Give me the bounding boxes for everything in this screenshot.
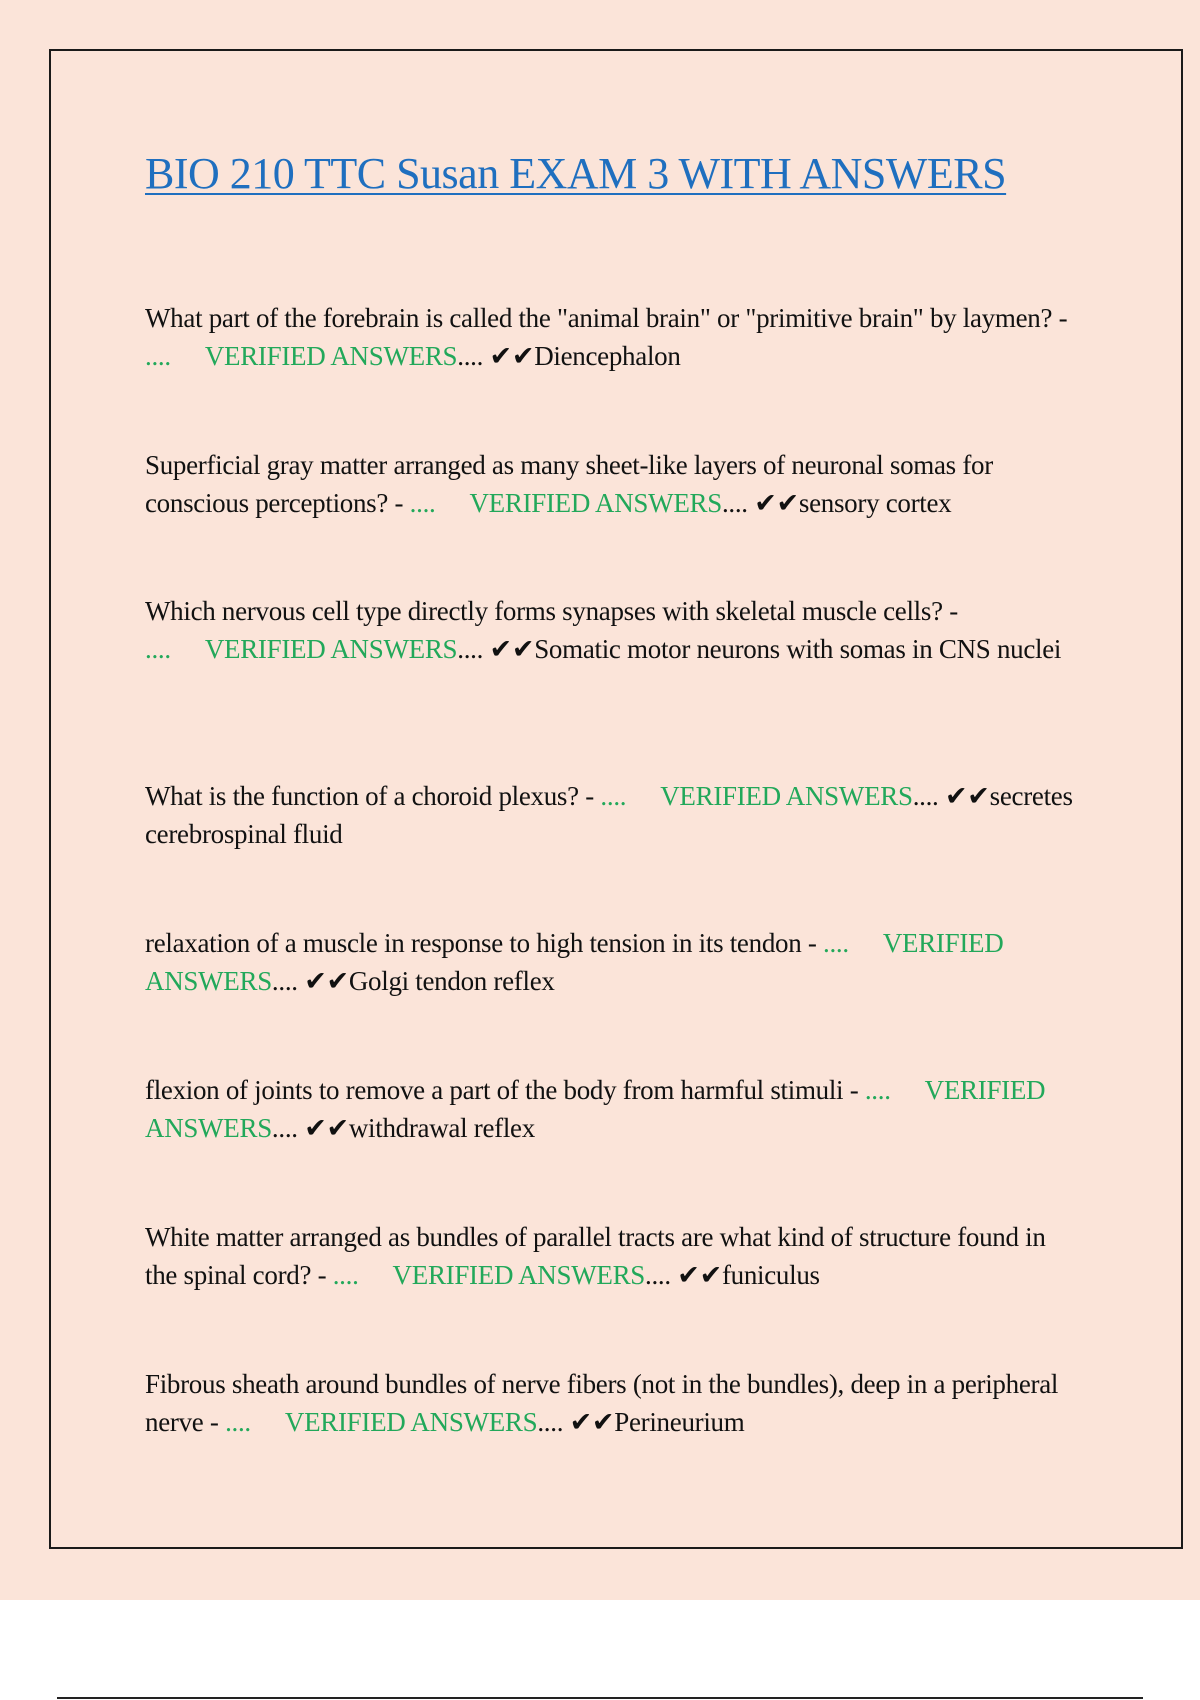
question-text: Superficial gray matter arranged as many sheet-like layers of neuronal somas for conscious perceptions? - [145,450,993,518]
double-check-icon: ✔✔ [304,1113,349,1143]
document-title: BIO 210 TTC Susan EXAM 3 WITH ANSWERS [145,149,1007,198]
verified-answers-label: VERIFIED ANSWERS [204,634,458,664]
double-check-icon: ✔✔ [489,634,535,664]
answer-marker-trail: .... [645,1260,671,1290]
question-text: Which nervous cell type directly forms synapses with skeletal muscle cells? - [145,596,958,626]
answer-marker-trail: .... [457,341,484,371]
question-text: What is the function of a choroid plexus? - [145,781,601,811]
answer-text: funiculus [721,1260,820,1290]
bottom-divider [57,1697,1143,1699]
double-check-icon: ✔✔ [677,1260,722,1290]
question-text: relaxation of a muscle in response to high tension in its tendon - [145,928,824,958]
qa-item-7 [145,1218,1080,1294]
answer-marker-dots: .... [225,1407,251,1437]
double-check-icon: ✔✔ [944,781,990,811]
answer-marker-trail: .... [271,1113,298,1143]
verified-answers-label: VERIFIED ANSWERS [145,1075,1046,1143]
verified-answers-label: VERIFIED ANSWERS [145,928,1004,996]
answer-text: withdrawal reflex [348,1113,535,1143]
qa-item-6 [145,1071,1080,1147]
qa-item-1 [145,299,1080,375]
question-text: Fibrous sheath around bundles of nerve fibers (not in the bundles), deep in a peripheral nerve - [145,1369,1059,1437]
qa-item-3 [145,592,1080,668]
verified-answers-label: VERIFIED ANSWERS [284,1407,538,1437]
double-check-icon: ✔✔ [489,341,535,371]
verified-answers-label: VERIFIED ANSWERS [204,341,458,371]
answer-marker-dots: .... [145,634,171,664]
double-check-icon: ✔✔ [304,966,349,996]
answer-marker-dots: .... [145,341,171,371]
answer-marker-dots: .... [332,1260,359,1290]
answer-marker-dots: .... [823,928,849,958]
answer-marker-trail: .... [457,634,484,664]
answer-text: sensory cortex [798,488,952,518]
answer-marker-dots: .... [864,1075,891,1105]
answer-marker-trail: .... [721,488,748,518]
qa-item-2 [145,446,1080,522]
question-text: flexion of joints to remove a part of the body from harmful stimuli - [145,1075,865,1105]
answer-marker-trail: .... [912,781,939,811]
qa-item-4 [145,777,1080,853]
verified-answers-label: VERIFIED ANSWERS [660,781,913,811]
double-check-icon: ✔✔ [754,488,799,518]
answer-text: Somatic motor neurons with somas in CNS nuclei [534,634,1062,664]
answer-text: secretes cerebrospinal fluid [145,781,1073,849]
answer-text: Golgi tendon reflex [348,966,555,996]
answer-marker-dots: .... [409,488,436,518]
answer-text: Perineurium [614,1407,745,1437]
verified-answers-label: VERIFIED ANSWERS [392,1260,646,1290]
question-text: What part of the forebrain is called the "animal brain" or "primitive brain" by laymen? - [145,303,1068,333]
verified-answers-label: VERIFIED ANSWERS [469,488,722,518]
answer-marker-dots: .... [600,781,627,811]
double-check-icon: ✔✔ [569,1407,615,1437]
question-text: White matter arranged as bundles of parallel tracts are what kind of structure found in the spinal cord? - [145,1222,1046,1290]
answer-marker-trail: .... [537,1407,564,1437]
qa-item-5 [145,924,1080,1000]
qa-item-8 [145,1365,1080,1441]
answer-text: Diencephalon [534,341,681,371]
answer-marker-trail: .... [271,966,298,996]
